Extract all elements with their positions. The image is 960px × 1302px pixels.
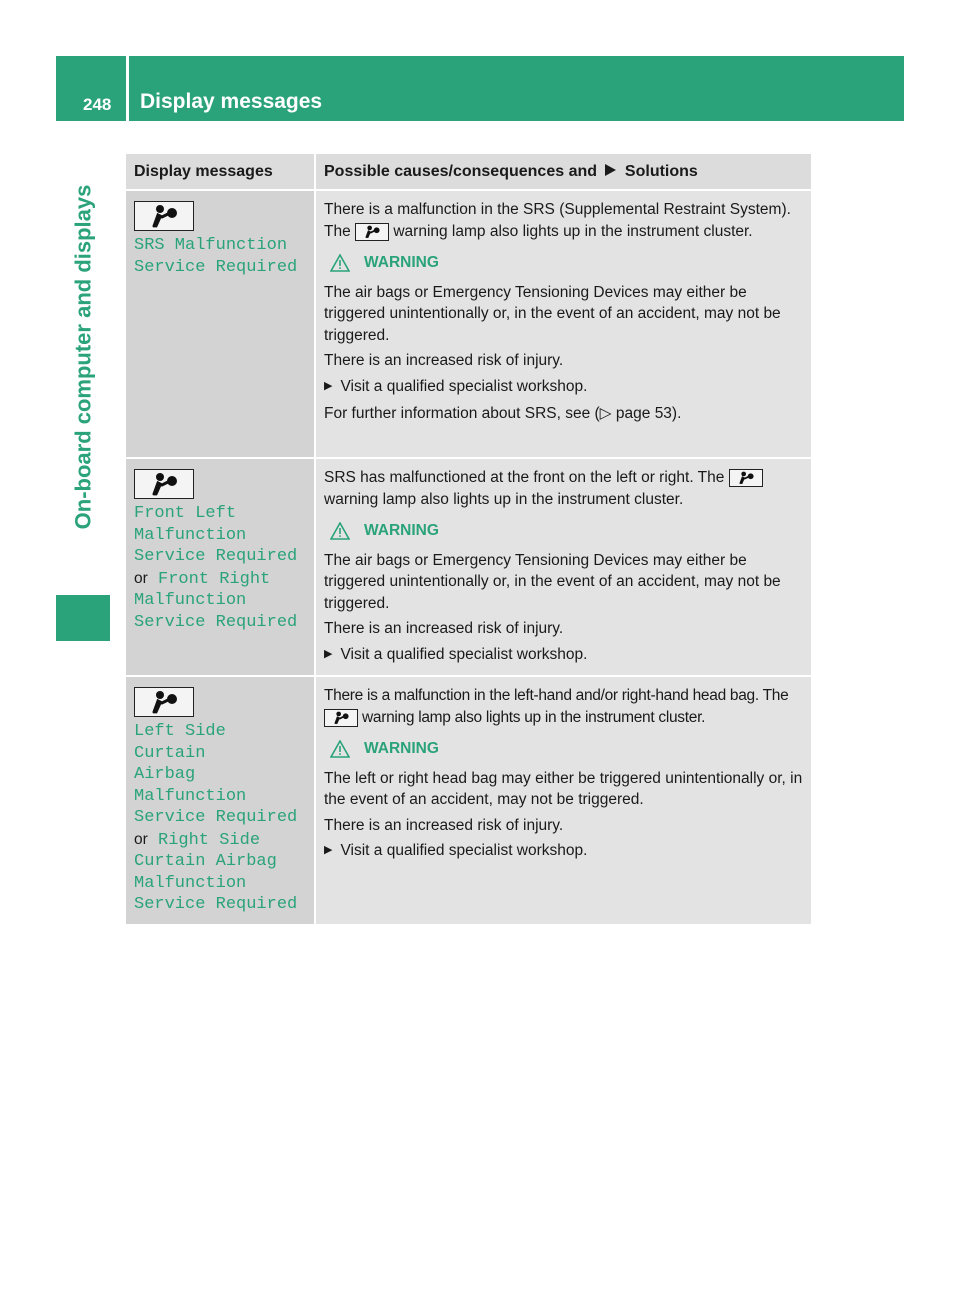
col-header-causes-text: Possible causes/consequences and xyxy=(324,163,598,180)
table-header-row xyxy=(126,154,811,190)
play-arrow-icon xyxy=(604,163,617,177)
action-text: Visit a qualified specialist workshop. xyxy=(340,645,588,663)
or-text: or xyxy=(134,830,148,848)
display-message-cell xyxy=(126,676,315,925)
display-line-text: Right Side xyxy=(158,830,261,850)
intro-text: warning lamp also lights up in the instrument cluster. xyxy=(362,708,706,726)
display-line: Front Left xyxy=(134,504,237,523)
warning-label: WARNING xyxy=(364,740,439,757)
side-tab-marker xyxy=(56,595,110,641)
intro-paragraph xyxy=(324,685,805,728)
display-message-cell xyxy=(126,190,315,458)
table-row xyxy=(126,458,811,676)
display-messages-table xyxy=(126,154,811,926)
display-line: Service Required xyxy=(134,808,298,827)
display-text xyxy=(134,721,306,916)
display-line: Curtain Airbag xyxy=(134,852,277,871)
warning-label: WARNING xyxy=(364,522,439,539)
warning-triangle-icon xyxy=(330,522,350,540)
intro-text: There is a malfunction in the left-hand and/or right-hand head bag. The xyxy=(324,687,789,704)
col-header-display: Display messages xyxy=(126,154,315,190)
intro-text: SRS has malfunctioned at the front on the left or right. The xyxy=(324,469,725,486)
intro-paragraph xyxy=(324,467,805,510)
causes-cell xyxy=(315,190,811,458)
intro-paragraph xyxy=(324,199,805,242)
action-item xyxy=(324,644,805,666)
causes-cell xyxy=(315,458,811,676)
causes-cell xyxy=(315,676,811,925)
action-text: Visit a qualified specialist workshop. xyxy=(340,377,588,395)
display-line: Left Side Curtain xyxy=(134,722,226,763)
warning-text: The air bags or Emergency Tensioning Devices may either be triggered unintentionally or, in the event of an accident, may not be triggered. xyxy=(324,551,781,612)
display-line: Malfunction xyxy=(134,873,247,893)
warning-heading xyxy=(330,252,805,274)
action-item xyxy=(324,376,805,398)
col-header-causes xyxy=(315,154,811,190)
display-line: Service Required xyxy=(134,895,298,914)
table-row xyxy=(126,190,811,458)
warning-heading xyxy=(330,738,805,760)
display-line: Service Required xyxy=(134,547,298,566)
action-arrow-icon: ▶ xyxy=(324,379,333,392)
airbag-warning-icon xyxy=(355,223,389,241)
action-arrow-icon: ▶ xyxy=(324,647,333,660)
side-tab-label: On-board computer and displays xyxy=(70,184,95,530)
warning-text: The air bags or Emergency Tensioning Devices may either be triggered unintentionally or, in the event of an accident, may not be triggered. xyxy=(324,283,781,344)
table-row xyxy=(126,676,811,925)
display-line: Airbag Malfunction xyxy=(134,765,247,806)
risk-text: There is an increased risk of injury. xyxy=(324,816,564,834)
airbag-warning-icon xyxy=(729,469,763,487)
display-line: Service Required xyxy=(134,612,298,632)
action-item xyxy=(324,840,805,862)
airbag-warning-icon xyxy=(134,469,194,499)
side-tab xyxy=(56,121,110,593)
risk-text: There is an increased risk of injury. xyxy=(324,352,564,369)
airbag-warning-icon xyxy=(324,709,358,727)
header-separator xyxy=(126,56,129,121)
intro-text: There is a malfunction in the SRS (Supplemental Restraint System). The xyxy=(324,201,791,240)
display-text xyxy=(134,235,306,278)
airbag-warning-icon xyxy=(134,201,194,231)
action-text: Visit a qualified specialist workshop. xyxy=(340,842,588,859)
display-line: Malfunction xyxy=(134,591,247,610)
display-message-cell xyxy=(126,458,315,676)
display-line: SRS Malfunction xyxy=(134,236,288,255)
action-arrow-icon: ▶ xyxy=(324,844,333,856)
display-line-text: Front Right xyxy=(158,569,271,589)
intro-text: warning lamp also lights up in the instrument cluster. xyxy=(393,222,753,240)
display-line xyxy=(134,568,306,591)
display-line xyxy=(134,829,306,852)
further-info-text: For further information about SRS, see (▷ page 53). xyxy=(324,405,682,422)
display-text xyxy=(134,503,306,633)
warning-text: The left or right head bag may either be triggered unintentionally or, in the event of an accident, may not be triggered. xyxy=(324,769,803,808)
warning-triangle-icon xyxy=(330,254,350,272)
page-number: 248 xyxy=(83,95,112,114)
risk-text: There is an increased risk of injury. xyxy=(324,620,564,637)
display-line: Service Required xyxy=(134,257,298,277)
warning-heading xyxy=(330,520,805,542)
page-title: Display messages xyxy=(140,90,323,113)
or-text: or xyxy=(134,569,148,587)
intro-text: warning lamp also lights up in the instrument cluster. xyxy=(324,490,684,508)
col-header-solutions-text: Solutions xyxy=(624,163,698,180)
warning-triangle-icon xyxy=(330,740,350,758)
warning-label: WARNING xyxy=(364,254,439,271)
airbag-warning-icon xyxy=(134,687,194,717)
display-line: Malfunction xyxy=(134,525,247,545)
